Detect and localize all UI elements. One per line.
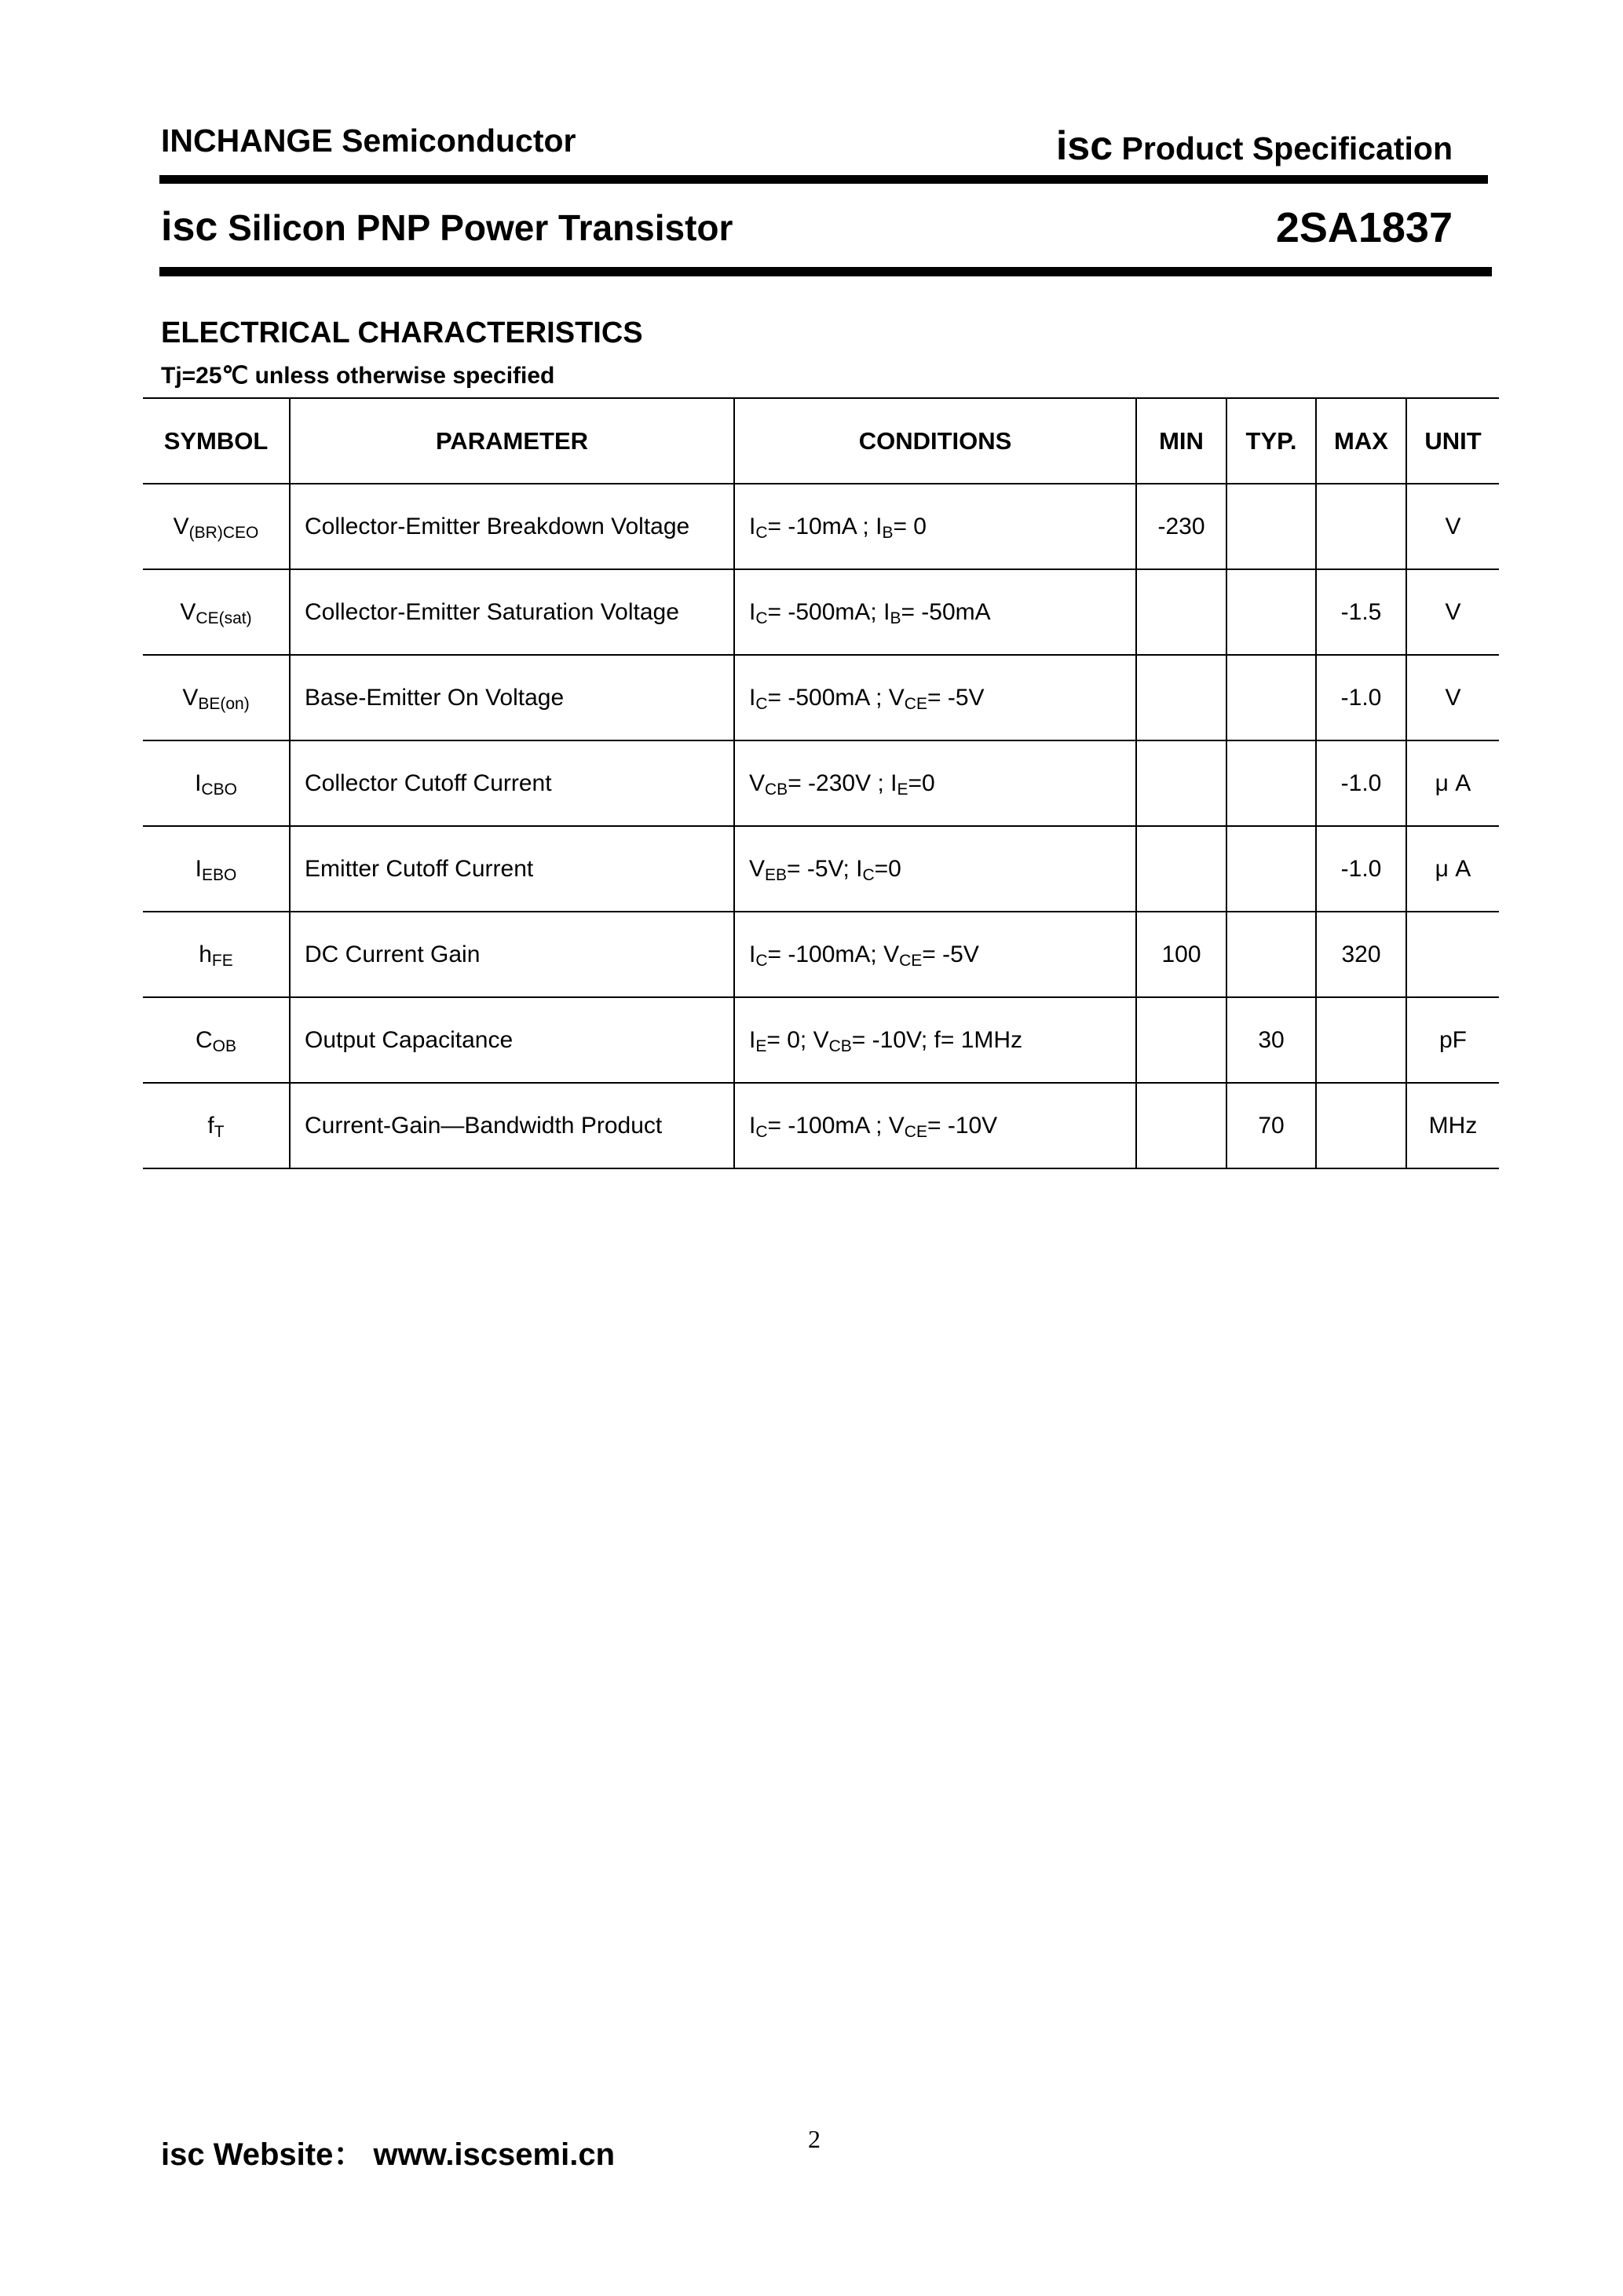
condition-value: = -500mA ;: [767, 684, 889, 711]
cell-symbol: [143, 912, 290, 997]
col-header-unit: UNIT: [1406, 398, 1499, 484]
symbol-subscript: BE(on): [198, 694, 250, 713]
spec-label-text: Product Specification: [1121, 130, 1453, 166]
symbol-subscript: (BR)CEO: [188, 523, 259, 542]
parameter-text: Base-Emitter On Voltage: [305, 684, 565, 711]
condition-value: = -100mA ;: [767, 1112, 889, 1139]
condition-value: = -500mA;: [767, 598, 884, 625]
cell-typ: [1226, 484, 1316, 569]
table-row: [143, 655, 1499, 740]
condition-value: = -5V: [927, 684, 985, 711]
col-header-parameter: PARAMETER: [290, 398, 734, 484]
symbol-main: C: [195, 1026, 213, 1053]
cell-conditions: [734, 1083, 1136, 1168]
cell-conditions: [734, 569, 1136, 655]
condition-value: =0: [874, 855, 901, 882]
col-header-typ: TYP.: [1226, 398, 1316, 484]
condition-subscript: E: [755, 1036, 767, 1055]
footer-website: isc Website： www.iscsemi.cn: [161, 2137, 616, 2172]
table-header-row: [143, 398, 1499, 484]
condition-value: = 0;: [766, 1026, 813, 1053]
cell-min: [1136, 655, 1226, 740]
condition-subscript: C: [755, 609, 768, 627]
condition-value: = -10mA ;: [767, 513, 876, 539]
cell-unit: [1406, 912, 1499, 997]
cell-symbol: [143, 569, 290, 655]
cell-min: 100: [1136, 912, 1226, 997]
symbol-main: V: [180, 598, 196, 625]
parameter-text: Collector-Emitter Saturation Voltage: [305, 598, 679, 625]
cell-min: [1136, 997, 1226, 1083]
cell-conditions: [734, 997, 1136, 1083]
cell-max: [1316, 484, 1406, 569]
header-rule-top: [159, 175, 1488, 184]
cell-conditions: [734, 912, 1136, 997]
part-number: 2SA1837: [1275, 204, 1453, 251]
cell-conditions: [734, 655, 1136, 740]
cell-typ: [1226, 912, 1316, 997]
condition-subscript: CB: [828, 1036, 852, 1055]
parameter-text: Emitter Cutoff Current: [305, 855, 534, 882]
cell-unit: V: [1406, 655, 1499, 740]
cell-unit: μ A: [1406, 826, 1499, 912]
cell-typ: [1226, 740, 1316, 826]
condition-var: I: [749, 684, 756, 711]
parameter-text: DC Current Gain: [305, 941, 481, 967]
condition-subscript: EB: [765, 865, 788, 884]
cell-max: -1.0: [1316, 655, 1406, 740]
condition-subscript: CE: [899, 951, 923, 970]
cell-conditions: [734, 826, 1136, 912]
condition-var: V: [813, 1026, 829, 1053]
cell-parameter: [290, 740, 734, 826]
table-row: [143, 826, 1499, 912]
condition-value: =0: [908, 770, 935, 796]
electrical-characteristics-table: [143, 397, 1499, 1169]
symbol-subscript: EBO: [201, 865, 237, 884]
col-header-conditions: CONDITIONS: [734, 398, 1136, 484]
condition-var: I: [856, 855, 863, 882]
condition-var: I: [749, 941, 756, 967]
condition-value: = 0: [893, 513, 927, 539]
condition-value: = -100mA;: [767, 941, 884, 967]
symbol-main: V: [182, 684, 199, 711]
cell-parameter: [290, 655, 734, 740]
condition-subscript: C: [755, 951, 768, 970]
cell-min: [1136, 826, 1226, 912]
cell-max: -1.0: [1316, 826, 1406, 912]
company-name: INCHANGE Semiconductor: [161, 122, 576, 159]
cell-parameter: [290, 1083, 734, 1168]
symbol-main: f: [207, 1112, 214, 1139]
condition-subscript: CE: [904, 694, 927, 713]
cell-unit: pF: [1406, 997, 1499, 1083]
cell-symbol: [143, 997, 290, 1083]
cell-symbol: [143, 655, 290, 740]
condition-var: I: [749, 1112, 756, 1139]
cell-symbol: [143, 1083, 290, 1168]
table-row: [143, 484, 1499, 569]
title-text: Silicon PNP Power Transistor: [228, 207, 733, 248]
cell-parameter: [290, 569, 734, 655]
cell-max: [1316, 997, 1406, 1083]
symbol-main: I: [195, 770, 202, 796]
condition-subscript: CB: [765, 780, 788, 799]
cell-symbol: [143, 740, 290, 826]
cell-symbol: [143, 484, 290, 569]
condition-var: V: [888, 684, 905, 711]
condition-subscript: CE: [904, 1122, 927, 1141]
condition-subscript: B: [890, 609, 901, 627]
table-row: [143, 569, 1499, 655]
parameter-text: Output Capacitance: [305, 1026, 514, 1053]
cell-parameter: [290, 484, 734, 569]
condition-subscript: E: [897, 780, 908, 799]
condition-subscript: C: [755, 1122, 768, 1141]
parameter-text: Current-Gain—Bandwidth Product: [305, 1112, 663, 1139]
symbol-main: h: [199, 941, 212, 967]
condition-var: I: [883, 598, 890, 625]
condition-var: I: [749, 1026, 756, 1053]
page-number: 2: [808, 2125, 821, 2153]
cell-conditions: [734, 484, 1136, 569]
table-row: [143, 740, 1499, 826]
cell-min: [1136, 569, 1226, 655]
condition-var: I: [749, 513, 756, 539]
condition-value: = -10V: [927, 1112, 998, 1139]
cell-unit: MHz: [1406, 1083, 1499, 1168]
condition-note: Tj=25℃ unless otherwise specified: [161, 363, 555, 389]
cell-typ: 70: [1226, 1083, 1316, 1168]
cell-min: [1136, 740, 1226, 826]
cell-typ: [1226, 826, 1316, 912]
condition-value: = -10V; f= 1MHz: [851, 1026, 1023, 1053]
table-row: [143, 997, 1499, 1083]
condition-subscript: C: [862, 865, 875, 884]
cell-max: [1316, 1083, 1406, 1168]
condition-var: V: [749, 855, 766, 882]
col-header-max: MAX: [1316, 398, 1406, 484]
condition-subscript: C: [755, 523, 768, 542]
cell-parameter: [290, 997, 734, 1083]
condition-value: = -230V ;: [788, 770, 891, 796]
condition-var: V: [883, 941, 900, 967]
condition-var: I: [749, 598, 756, 625]
cell-parameter: [290, 912, 734, 997]
cell-min: [1136, 1083, 1226, 1168]
title-isc-prefix: isc: [161, 204, 218, 250]
condition-var: V: [888, 1112, 905, 1139]
symbol-main: I: [195, 855, 202, 882]
parameter-text: Collector Cutoff Current: [305, 770, 552, 796]
cell-max: -1.5: [1316, 569, 1406, 655]
condition-var: V: [749, 770, 766, 796]
condition-var: I: [890, 770, 897, 796]
condition-value: = -50mA: [901, 598, 991, 625]
col-header-min: MIN: [1136, 398, 1226, 484]
cell-symbol: [143, 826, 290, 912]
condition-subscript: C: [755, 694, 768, 713]
cell-typ: 30: [1226, 997, 1316, 1083]
spec-label: [1056, 122, 1453, 170]
symbol-subscript: CE(sat): [196, 609, 252, 627]
section-heading: ELECTRICAL CHARACTERISTICS: [161, 316, 643, 349]
col-header-symbol: SYMBOL: [143, 398, 290, 484]
cell-min: -230: [1136, 484, 1226, 569]
header-rule-bottom: [159, 267, 1492, 276]
parameter-text: Collector-Emitter Breakdown Voltage: [305, 513, 690, 539]
title-bar: [161, 200, 1453, 259]
cell-parameter: [290, 826, 734, 912]
symbol-subscript: T: [214, 1122, 225, 1141]
table-body: [143, 484, 1499, 1168]
condition-value: = -5V: [922, 941, 979, 967]
condition-subscript: B: [882, 523, 894, 542]
document-title: [161, 203, 733, 250]
cell-typ: [1226, 569, 1316, 655]
cell-unit: V: [1406, 569, 1499, 655]
table-row: [143, 1083, 1499, 1168]
table-row: [143, 912, 1499, 997]
cell-max: 320: [1316, 912, 1406, 997]
cell-conditions: [734, 740, 1136, 826]
cell-typ: [1226, 655, 1316, 740]
cell-unit: μ A: [1406, 740, 1499, 826]
symbol-main: V: [173, 513, 189, 539]
symbol-subscript: FE: [211, 951, 233, 970]
condition-var: I: [875, 513, 883, 539]
spec-isc-prefix: isc: [1055, 123, 1113, 169]
cell-unit: V: [1406, 484, 1499, 569]
symbol-subscript: OB: [212, 1036, 236, 1055]
condition-value: = -5V;: [787, 855, 857, 882]
page-header: [161, 118, 1453, 169]
cell-max: -1.0: [1316, 740, 1406, 826]
symbol-subscript: CBO: [201, 780, 237, 799]
